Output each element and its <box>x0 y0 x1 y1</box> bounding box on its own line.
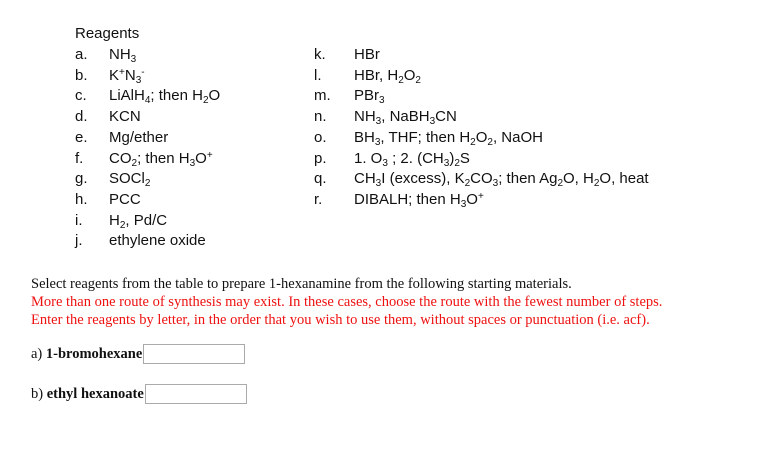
formula-part: O, heat <box>599 170 649 188</box>
reagent-formula <box>109 67 145 85</box>
formula-part: I (excess), K <box>381 170 465 188</box>
formula-part: SOCl <box>109 170 145 188</box>
reagent-formula <box>354 191 484 209</box>
reagent-formula <box>354 87 385 105</box>
question-b-prefix: b) <box>31 385 47 402</box>
reagent-letter: e. <box>75 128 88 146</box>
reagent-letter: k. <box>314 46 326 63</box>
formula-part: 2 <box>398 74 404 86</box>
formula-part: N <box>124 66 136 84</box>
formula-part: 3 <box>375 178 382 190</box>
reagent-formula <box>109 150 213 168</box>
formula-part: ; then H <box>137 149 190 167</box>
reagent-formula <box>109 191 141 209</box>
formula-part: 2 <box>131 157 138 169</box>
reagent-letter: a. <box>75 46 88 63</box>
formula-part: 4 <box>144 95 151 107</box>
formula-part: - <box>141 66 145 78</box>
formula-part: LiAlH <box>109 87 145 105</box>
formula-part: 3 <box>130 54 137 65</box>
formula-part: 3 <box>460 198 467 210</box>
formula-part: PBr <box>354 87 380 105</box>
formula-part: 3 <box>443 157 450 169</box>
reagent-letter: m. <box>314 87 331 105</box>
reagent-letter: o. <box>314 128 327 146</box>
formula-part: + <box>206 149 213 161</box>
formula-part: , NaBH <box>381 108 430 126</box>
formula-part: + <box>119 66 125 78</box>
formula-part: 2 <box>415 74 421 86</box>
reagent-formula <box>109 108 141 126</box>
formula-part: 3 <box>375 116 382 128</box>
formula-part: 2 <box>470 136 476 148</box>
formula-part: 3 <box>374 136 381 148</box>
formula-part: O <box>403 66 416 84</box>
formula-part: 3 <box>382 157 388 169</box>
formula-part: Mg/ether <box>109 128 169 146</box>
formula-part: O <box>475 128 488 146</box>
formula-part: NH <box>109 46 131 63</box>
instruction-line-3: Enter the reagents by letter, in the order that you wish to use them, without spaces or punctuation (i.e. acf). <box>31 312 650 328</box>
formula-part: O <box>466 190 478 208</box>
formula-part: O <box>208 87 221 105</box>
reagent-letter: i. <box>75 211 83 229</box>
formula-part: + <box>477 190 484 202</box>
reagent-formula <box>354 67 421 85</box>
question-b-material: ethyl hexanoate <box>46 385 144 402</box>
formula-part: , THF; then H <box>380 128 471 146</box>
reagent-formula <box>109 170 150 188</box>
reagent-letter: c. <box>75 87 87 105</box>
reagent-letter: b. <box>75 66 88 84</box>
formula-part: S <box>459 149 470 167</box>
reagent-formula <box>354 170 649 188</box>
formula-part: 2 <box>454 157 460 169</box>
formula-part: CO <box>109 149 132 167</box>
question-b <box>31 384 247 404</box>
reagent-letter: g. <box>75 170 88 188</box>
formula-part: 3 <box>492 178 499 190</box>
formula-part: CH <box>354 170 376 188</box>
formula-part: HBr, H <box>354 66 399 84</box>
formula-part: 2 <box>557 178 563 190</box>
question-a <box>31 344 245 364</box>
reagent-formula <box>354 129 543 147</box>
formula-part: K <box>109 66 120 84</box>
reagent-letter: r. <box>314 190 323 208</box>
formula-part: ethylene oxide <box>109 232 206 250</box>
answer-a-input[interactable] <box>143 344 245 364</box>
formula-part: DIBALH; then H <box>354 190 461 208</box>
question-a-material: 1-bromohexane <box>45 345 143 362</box>
formula-part: 2 <box>464 178 471 190</box>
formula-part: CO <box>470 170 493 188</box>
reagent-letter: h. <box>75 190 88 208</box>
reagent-letter: p. <box>314 149 327 167</box>
formula-part: 1. O <box>354 149 383 167</box>
reagents-title: Reagents <box>75 25 140 42</box>
formula-part: , NaOH <box>492 128 543 146</box>
formula-part: 2 <box>119 219 126 231</box>
formula-part: 2 <box>202 95 209 107</box>
instruction-line-2: More than one route of synthesis may exist. In these cases, choose the route with the fewest number of steps. <box>31 294 663 310</box>
formula-part: ; 2. (CH <box>387 149 444 167</box>
formula-part: ; then Ag <box>498 170 558 188</box>
formula-part: ) <box>449 149 455 167</box>
reagent-letter: f. <box>75 149 84 167</box>
reagent-formula <box>109 232 206 250</box>
answer-b-input[interactable] <box>145 384 247 404</box>
formula-part: BH <box>354 128 375 146</box>
formula-part: O <box>195 149 207 167</box>
reagent-letter: n. <box>314 108 327 126</box>
formula-part: 3 <box>379 95 385 107</box>
formula-part: KCN <box>109 108 141 126</box>
reagent-formula <box>354 46 380 64</box>
instruction-line-1: Select reagents from the table to prepare 1-hexanamine from the following starting materials. <box>31 276 572 292</box>
formula-part: HBr <box>354 46 380 63</box>
formula-part: NH <box>354 108 376 126</box>
formula-part: PCC <box>109 190 141 208</box>
reagent-formula <box>354 108 457 126</box>
reagent-formula <box>354 150 470 168</box>
reagent-formula <box>109 212 167 230</box>
formula-part: 2 <box>144 178 151 190</box>
question-a-prefix: a) <box>31 345 46 362</box>
formula-part: 3 <box>189 157 196 169</box>
reagent-letter: q. <box>314 170 327 188</box>
reagent-formula <box>109 129 168 147</box>
formula-part: 3 <box>429 116 436 128</box>
reagent-formula <box>109 46 136 64</box>
formula-part: 2 <box>593 178 600 190</box>
formula-part: ; then H <box>150 87 203 105</box>
formula-part: H <box>109 211 120 229</box>
formula-part: O, H <box>563 170 594 188</box>
reagent-letter: d. <box>75 108 88 126</box>
reagent-letter: l. <box>314 66 322 84</box>
formula-part: 3 <box>135 74 142 86</box>
formula-part: , Pd/C <box>125 211 168 229</box>
reagent-letter: j. <box>75 232 83 250</box>
formula-part: 2 <box>487 136 493 148</box>
formula-part: CN <box>435 108 457 126</box>
reagent-formula <box>109 87 220 105</box>
